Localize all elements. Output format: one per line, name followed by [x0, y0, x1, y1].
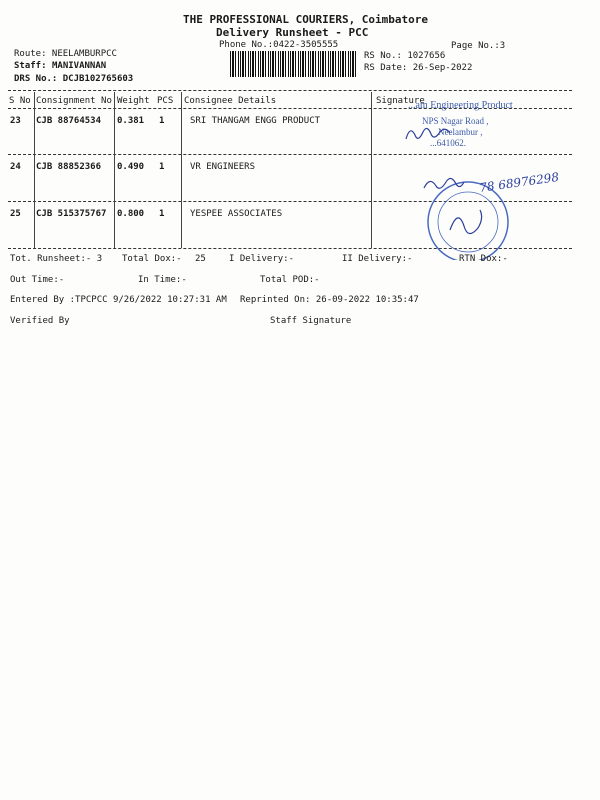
rtn-dox: RTN Dox:-: [459, 254, 508, 264]
total-dox-value: 25: [195, 254, 206, 264]
total-dox-label: Total Dox:-: [122, 254, 182, 264]
row-sno: 23: [10, 116, 21, 126]
col-header-consignee: Consignee Details: [184, 96, 277, 106]
row-consignment: CJB 88852366: [36, 162, 102, 172]
drs-number: DRS No.: DCJB102765603: [14, 74, 134, 84]
row-pcs: 1: [159, 162, 165, 172]
row-weight: 0.381: [117, 116, 145, 126]
row-pcs: 1: [159, 116, 165, 126]
ii-delivery: II Delivery:-: [342, 254, 413, 264]
row-consignee: YESPEE ASSOCIATES: [190, 209, 283, 219]
i-delivery: I Delivery:-: [229, 254, 295, 264]
row-consignment: CJB 515375767: [36, 209, 107, 219]
col-header-sno: S No: [9, 96, 31, 106]
column-divider: [34, 92, 35, 248]
staff-label: Staff:: [14, 61, 47, 71]
total-pod: Total POD:-: [260, 275, 320, 285]
handwritten-mark: [450, 210, 482, 234]
entered-by: Entered By :TPCPCC 9/26/2022 10:27:31 AM: [10, 295, 227, 305]
stamp-line: ...am Engineering Product: [408, 100, 513, 111]
staff-name: MANIVANNAN: [52, 61, 107, 71]
page-number: Page No.:3: [451, 41, 506, 51]
row-consignee: SRI THANGAM ENGG PRODUCT: [190, 116, 321, 126]
row-sno: 24: [10, 162, 21, 172]
out-time: Out Time:-: [10, 275, 65, 285]
route: Route: NEELAMBURPCC: [14, 49, 117, 59]
phone-number: Phone No.:0422-3505555: [219, 40, 339, 50]
handwritten-phone: 78 68976298: [478, 169, 560, 195]
reprinted-on: Reprinted On: 26-09-2022 10:35:47: [240, 295, 419, 305]
runsheet-title: Delivery Runsheet - PCC: [216, 26, 369, 39]
col-header-pcs: PCS: [157, 96, 174, 106]
round-seal-stamp: [410, 160, 590, 260]
staff-signature: Staff Signature: [270, 316, 352, 326]
table-top-border: [8, 90, 572, 91]
row-sno: 25: [10, 209, 21, 219]
stamp-line: ...641062.: [430, 138, 466, 148]
col-header-consignment: Consignment No: [36, 96, 112, 106]
column-divider: [371, 92, 372, 248]
stamp-line: NPS Nagar Road ,: [422, 116, 489, 126]
row-consignment: CJB 88764534: [36, 116, 102, 126]
stamp-line: Neelambur ,: [438, 127, 483, 137]
col-header-weight: Weight: [117, 96, 150, 106]
in-time: In Time:-: [138, 275, 187, 285]
row-consignee: VR ENGINEERS: [190, 162, 256, 172]
barcode: [230, 51, 356, 77]
company-stamp: [386, 94, 576, 156]
rs-date: RS Date: 26-Sep-2022: [364, 63, 473, 73]
row-weight: 0.800: [117, 209, 145, 219]
column-divider: [181, 92, 182, 248]
company-title: THE PROFESSIONAL COURIERS, Coimbatore: [183, 13, 429, 26]
total-runsheet: Tot. Runsheet:- 3: [10, 254, 103, 264]
row-pcs: 1: [159, 209, 165, 219]
row-weight: 0.490: [117, 162, 145, 172]
col-header-signature: Signature: [376, 96, 425, 106]
rs-number: RS No.: 1027656: [364, 51, 446, 61]
verified-by: Verified By: [10, 316, 70, 326]
column-divider: [114, 92, 115, 248]
